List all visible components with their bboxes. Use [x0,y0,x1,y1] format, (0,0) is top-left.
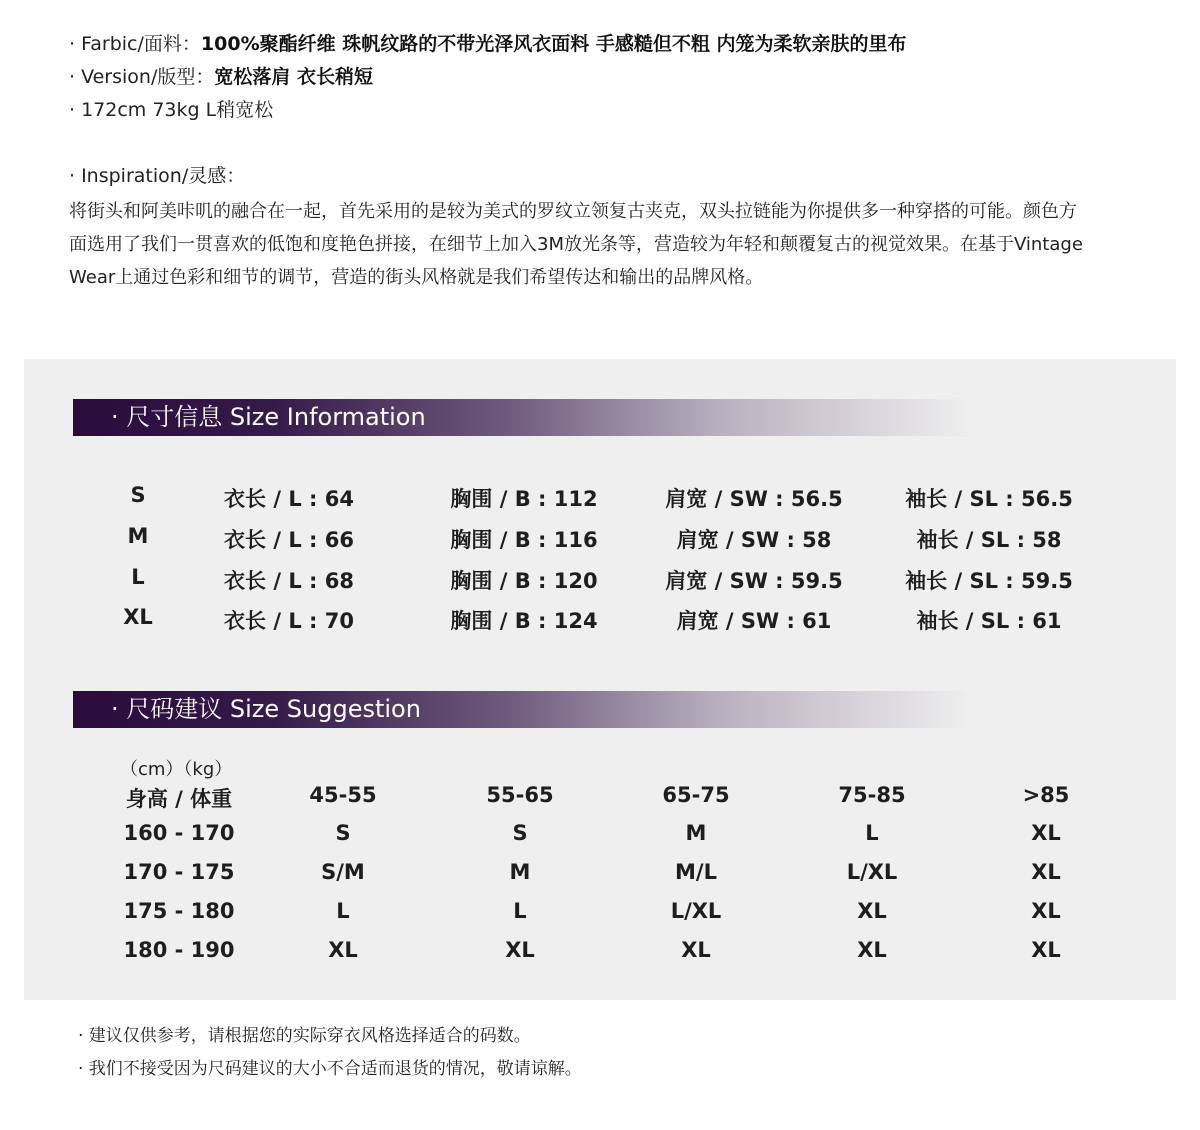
suggested-size: XL [505,938,535,962]
size-info-row [24,483,1176,523]
length-value: 衣长 / L : 64 [224,487,354,511]
size-info-row [24,524,1176,564]
length-value: 衣长 / L : 68 [224,569,354,593]
suggested-size: XL [857,899,887,923]
size-panel [24,359,1176,1000]
suggested-size: XL [1031,860,1061,884]
note-line: · 我们不接受因为尺码建议的大小不合适而退货的情况，敬请谅解。 [78,1059,582,1079]
suggested-size: XL [1031,938,1061,962]
header-weight-range: 55-65 [486,783,554,807]
suggested-size: S/M [321,860,365,884]
sleeve-value: 袖长 / SL : 56.5 [905,487,1073,511]
suggestion-header-row [24,783,1176,821]
suggested-size: S [512,821,528,845]
length-value: 衣长 / L : 66 [224,528,354,552]
shoulder-value: 肩宽 / SW : 59.5 [665,569,843,593]
shoulder-value: 肩宽 / SW : 58 [676,528,832,552]
header-weight-range: 45-55 [309,783,377,807]
suggested-size: L [513,899,527,923]
note-line: · 建议仅供参考，请根据您的实际穿衣风格选择适合的码数。 [78,1026,531,1046]
sleeve-value: 袖长 / SL : 61 [916,609,1062,633]
suggested-size: S [335,821,351,845]
suggested-size: L/XL [846,860,898,884]
size-label: XL [123,605,153,629]
suggested-size: M [685,821,707,845]
inspiration-label: · Inspiration/灵感： [69,165,246,187]
suggested-size: XL [328,938,358,962]
suggested-size: M/L [675,860,717,884]
chest-value: 胸围 / B : 124 [450,609,598,633]
height-range: 160 - 170 [123,821,235,845]
suggestion-row [24,821,1176,859]
shoulder-value: 肩宽 / SW : 61 [676,609,832,633]
version-label: · Version/版型： [69,66,215,88]
chest-value: 胸围 / B : 112 [450,487,598,511]
size-info-row [24,565,1176,605]
sleeve-value: 袖长 / SL : 59.5 [905,569,1073,593]
suggestion-row [24,860,1176,898]
size-suggestion-banner: · 尺码建议 Size Suggestion [73,691,973,728]
height-range: 170 - 175 [123,860,235,884]
suggested-size: L [336,899,350,923]
inspiration-line: Wear上通过色彩和细节的调节，营造的街头风格就是我们希望传达和输出的品牌风格。 [69,267,764,288]
units-label: （cm）（kg） [120,759,233,780]
suggested-size: L/XL [670,899,722,923]
shoulder-value: 肩宽 / SW : 56.5 [665,487,843,511]
suggestion-row [24,899,1176,937]
size-label: L [131,565,145,589]
fabric-line [69,28,1149,61]
suggested-size: L [865,821,879,845]
height-range: 175 - 180 [123,899,235,923]
version-line [69,61,1149,94]
model-line: · 172cm 73kg L稍宽松 [69,99,274,121]
suggested-size: XL [681,938,711,962]
size-label: S [130,483,146,507]
version-value: 宽松落肩 衣长稍短 [214,66,373,88]
suggested-size: XL [1031,821,1061,845]
header-weight-range: 65-75 [662,783,730,807]
fabric-label: · Farbic/面料： [69,33,201,55]
chest-value: 胸围 / B : 116 [450,528,598,552]
fabric-value: 100%聚酯纤维 珠帆纹路的不带光泽风衣面料 手感糙但不粗 内笼为柔软亲肤的里布 [200,33,907,55]
header-weight-range: >85 [1022,783,1070,807]
sleeve-value: 袖长 / SL : 58 [916,528,1062,552]
suggested-size: XL [1031,899,1061,923]
header-height-weight: 身高 / 体重 [125,787,233,811]
inspiration-line: 将街头和阿美咔叽的融合在一起，首先采用的是较为美式的罗纹立领复古夹克，双头拉链能为你提供多一种穿搭的可能。颜色方 [69,201,1077,222]
chest-value: 胸围 / B : 120 [450,569,598,593]
suggestion-row [24,938,1176,976]
product-intro [69,28,1149,294]
inspiration-text [69,195,1149,294]
size-notes [78,1020,582,1086]
size-label: M [127,524,149,548]
length-value: 衣长 / L : 70 [224,609,354,633]
height-range: 180 - 190 [123,938,235,962]
suggested-size: M [509,860,531,884]
header-weight-range: 75-85 [838,783,906,807]
size-info-banner: · 尺寸信息 Size Information [73,399,973,436]
inspiration-line: 面选用了我们一贯喜欢的低饱和度艳色拼接，在细节上加入3M放光条等，营造较为年轻和颠覆复古的视觉效果。在基于Vintage [69,234,1083,255]
suggested-size: XL [857,938,887,962]
size-info-row [24,605,1176,645]
